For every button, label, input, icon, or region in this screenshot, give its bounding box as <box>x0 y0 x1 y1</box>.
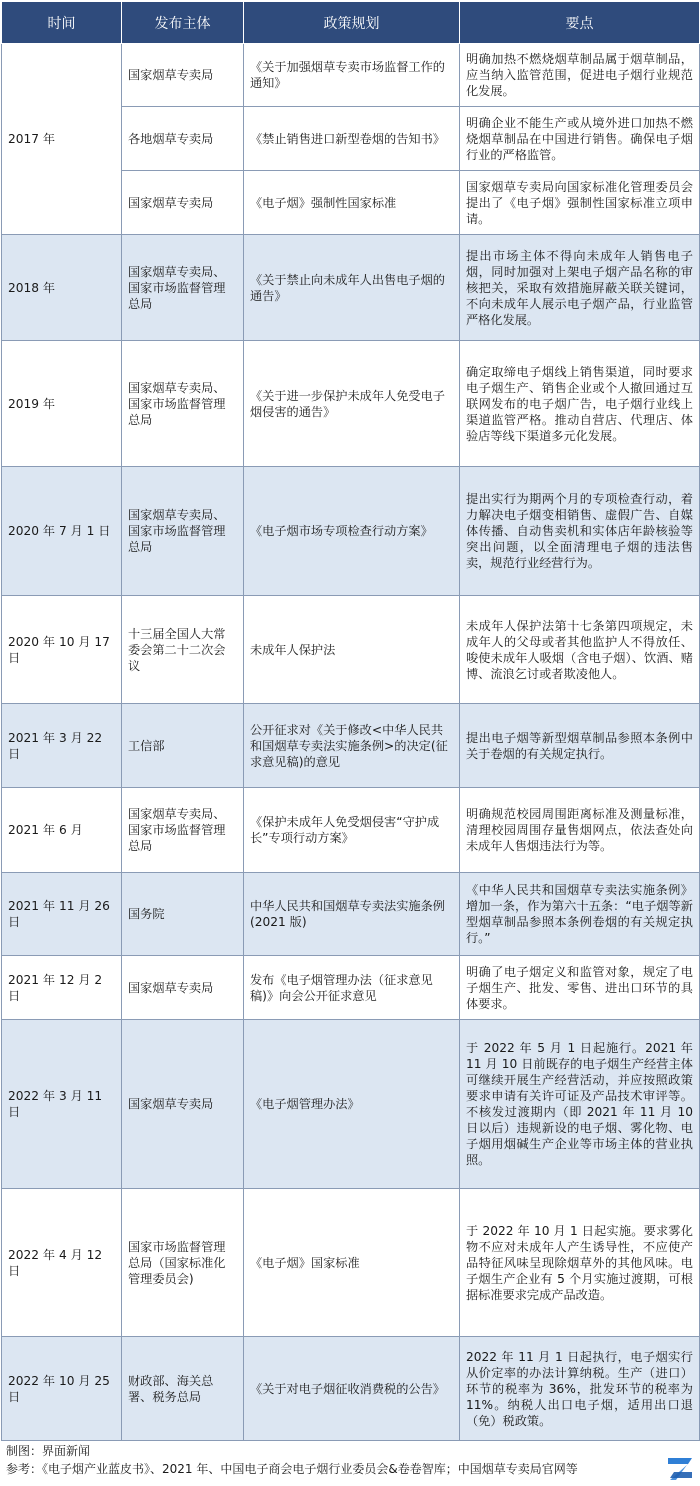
cell-publisher: 国务院 <box>122 873 244 956</box>
table-row <box>2 788 700 873</box>
cell-time: 2018 年 <box>2 235 122 341</box>
cell-publisher: 国家烟草专卖局、国家市场监督管理总局 <box>122 788 244 873</box>
cell-time: 2019 年 <box>2 341 122 467</box>
cell-publisher: 各地烟草专卖局 <box>122 107 244 171</box>
cell-publisher: 国家烟草专卖局 <box>122 171 244 235</box>
cell-time: 2021 年 6 月 <box>2 788 122 873</box>
header-publisher: 发布主体 <box>122 2 244 44</box>
cell-time: 2022 年 4 月 12 日 <box>2 1189 122 1337</box>
cell-publisher: 国家烟草专卖局、国家市场监督管理总局 <box>122 341 244 467</box>
cell-policy: 公开征求对《关于修改<中华人民共和国烟草专卖法实施条例>的决定(征求意见稿)的意见 <box>244 704 460 788</box>
cell-time: 2017 年 <box>2 44 122 235</box>
cell-time: 2020 年 10 月 17 日 <box>2 596 122 704</box>
cell-points: 确定取缔电子烟线上销售渠道，同时要求电子烟生产、销售企业或个人撤回通过互联网发布的电子烟广告，电子烟行业线上渠道监管严格。推动自营店、代理店、体验店等线下渠道多元化发展。 <box>460 341 700 467</box>
cell-publisher: 国家烟草专卖局、国家市场监督管理总局 <box>122 467 244 596</box>
cell-points: 提出实行为期两个月的专项检查行动，着力解决电子烟变相销售、虚假广告、自媒体传播、自动售卖机和实体店年龄核验等突出问题，以全面清理电子烟的违法售卖，规范行业经营行为。 <box>460 467 700 596</box>
cell-points: 明确规范校园周围距离标准及测量标准，清理校园周围存量售烟网点，依法查处向未成年人售烟违法行为等。 <box>460 788 700 873</box>
cell-time: 2020 年 7 月 1 日 <box>2 467 122 596</box>
cell-policy: 《关于加强烟草专卖市场监督工作的通知》 <box>244 44 460 107</box>
cell-policy: 发布《电子烟管理办法（征求意见稿)》向会公开征求意见 <box>244 956 460 1020</box>
header-time: 时间 <box>2 2 122 44</box>
cell-points: 提出电子烟等新型烟草制品参照本条例中关于卷烟的有关规定执行。 <box>460 704 700 788</box>
reference-sources: 参考：《电子烟产业蓝皮书》、2021 年、中国电子商会电子烟行业委员会&卷卷智库；中国烟草专卖局官网等 <box>6 1462 578 1476</box>
cell-publisher: 国家市场监督管理总局（国家标准化管理委员会) <box>122 1189 244 1337</box>
cell-points: 于 2022 年 10 月 1 日起实施。要求雾化物不应对未成年人产生诱导性，不应使产品特征风味呈现除烟草外的其他风味。电子烟生产企业有 5 个月实施过渡期，可根据标准要求完成产品改造。 <box>460 1189 700 1337</box>
cell-publisher: 国家烟草专卖局 <box>122 956 244 1020</box>
cell-time: 2021 年 11 月 26 日 <box>2 873 122 956</box>
cell-points: 《中华人民共和国烟草专卖法实施条例》增加一条，作为第六十五条：“电子烟等新型烟草制品参照本条例卷烟的有关规定执行。” <box>460 873 700 956</box>
cell-publisher: 国家烟草专卖局、国家市场监督管理总局 <box>122 235 244 341</box>
cell-time: 2022 年 3 月 11 日 <box>2 1020 122 1189</box>
table-row <box>2 341 700 467</box>
table-row <box>2 235 700 341</box>
cell-points: 国家烟草专卖局向国家标准化管理委员会提出了《电子烟》强制性国家标准立项申请。 <box>460 171 700 235</box>
cell-points: 明确企业不能生产或从境外进口加热不燃烧烟草制品在中国进行销售。确保电子烟行业的严格监管。 <box>460 107 700 171</box>
table-row <box>2 596 700 704</box>
table-row <box>2 467 700 596</box>
cell-publisher: 财政部、海关总署、税务总局 <box>122 1337 244 1441</box>
cell-points: 2022 年 11 月 1 日起执行，电子烟实行从价定率的办法计算纳税。生产（进口）环节的税率为 36%，批发环节的税率为 11%。纳税人出口电子烟，适用出口退（免）税政策。 <box>460 1337 700 1441</box>
cell-time: 2021 年 12 月 2 日 <box>2 956 122 1020</box>
table-footer <box>0 1442 700 1478</box>
cell-policy: 《电子烟》强制性国家标准 <box>244 171 460 235</box>
cell-policy: 《关于对电子烟征收消费税的公告》 <box>244 1337 460 1441</box>
table-row <box>2 1189 700 1337</box>
cell-publisher: 工信部 <box>122 704 244 788</box>
cell-points: 于 2022 年 5 月 1 日起施行。2021 年 11 月 10 日前既存的电子烟生产经营主体可继续开展生产经营活动，并应按照政策要求申请有关许可证及产品技术审评等。不核发过渡期内（即 2021 年 11 月 10 日以后）违规新设的电子烟、雾化物、电子烟用烟碱生产企业等市场主体的营业执照。 <box>460 1020 700 1189</box>
cell-points: 明确加热不燃烧烟草制品属于烟草制品，应当纳入监管范围，促进电子烟行业规范化发展。 <box>460 44 700 107</box>
cell-policy: 《电子烟》国家标准 <box>244 1189 460 1337</box>
policy-table <box>1 1 700 1441</box>
cell-time: 2021 年 3 月 22 日 <box>2 704 122 788</box>
table-row <box>2 1020 700 1189</box>
cell-policy: 《关于进一步保护未成年人免受电子烟侵害的通告》 <box>244 341 460 467</box>
cell-policy: 《电子烟市场专项检查行动方案》 <box>244 467 460 596</box>
cell-policy: 中华人民共和国烟草专卖法实施条例(2021 版) <box>244 873 460 956</box>
cell-policy: 未成年人保护法 <box>244 596 460 704</box>
table-row <box>2 873 700 956</box>
cell-points: 未成年人保护法第十七条第四项规定，未成年人的父母或者其他监护人不得放任、唆使未成年人吸烟（含电子烟）、饮酒、赌博、流浪乞讨或者欺凌他人。 <box>460 596 700 704</box>
cell-policy: 《关于禁止向未成年人出售电子烟的通告》 <box>244 235 460 341</box>
cell-points: 明确了电子烟定义和监管对象，规定了电子烟生产、批发、零售、进出口环节的具体要求。 <box>460 956 700 1020</box>
jiemian-logo-icon <box>666 1454 694 1482</box>
header-policy: 政策规划 <box>244 2 460 44</box>
table-row <box>2 44 700 107</box>
table-row <box>2 956 700 1020</box>
cell-points: 提出市场主体不得向未成年人销售电子烟，同时加强对上架电子烟产品名称的审核把关，采取有效措施屏蔽关联关键词，不向未成年人展示电子烟产品，行业监管严格化发展。 <box>460 235 700 341</box>
cell-publisher: 国家烟草专卖局 <box>122 1020 244 1189</box>
cell-policy: 《电子烟管理办法》 <box>244 1020 460 1189</box>
header-points: 要点 <box>460 2 700 44</box>
chart-credit: 制图：界面新闻 <box>6 1444 91 1458</box>
table-header-row <box>2 2 700 44</box>
cell-publisher: 国家烟草专卖局 <box>122 44 244 107</box>
cell-policy: 《保护未成年人免受烟侵害“守护成长”专项行动方案》 <box>244 788 460 873</box>
cell-publisher: 十三届全国人大常委会第二十二次会议 <box>122 596 244 704</box>
cell-policy: 《禁止销售进口新型卷烟的告知书》 <box>244 107 460 171</box>
table-row <box>2 1337 700 1441</box>
cell-time: 2022 年 10 月 25 日 <box>2 1337 122 1441</box>
table-row <box>2 704 700 788</box>
